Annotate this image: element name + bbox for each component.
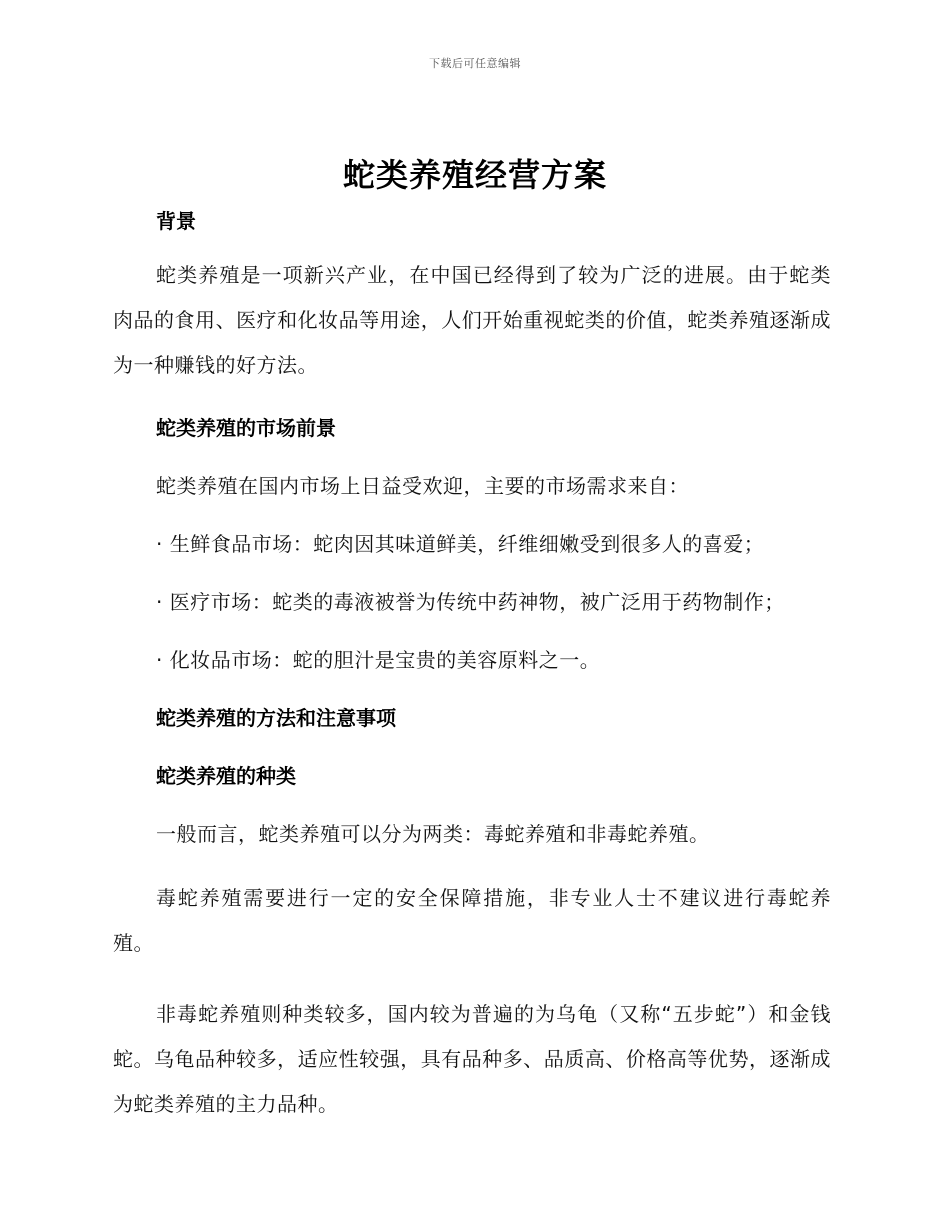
document-body [113, 205, 831, 1127]
types-paragraph-venomous: 毒蛇养殖需要进行一定的安全保障措施，非专业人士不建议进行毒蛇养殖。 [113, 886, 831, 955]
background-paragraph: 蛇类养殖是一项新兴产业，在中国已经得到了较为广泛的进展。由于蛇类肉品的食用、医疗和化妆品等用途，人们开始重视蛇类的价值，蛇类养殖逐渐成为一种赚钱的好方法。 [113, 263, 831, 377]
section-heading-methods: 蛇类养殖的方法和注意事项 [156, 706, 396, 730]
market-bullet-cosmetics: · 化妆品市场：蛇的胆汁是宝贵的美容原料之一。 [156, 648, 601, 672]
section-heading-market: 蛇类养殖的市场前景 [156, 416, 336, 440]
types-paragraph-nonvenomous: 非毒蛇养殖则种类较多，国内较为普遍的为乌龟（又称“五步蛇”）和金钱蛇。乌龟品种较多，适应性较强，具有品种多、品质高、价格高等优势，逐渐成为蛇类养殖的主力品种。 [113, 1002, 831, 1116]
market-bullet-medical: · 医疗市场：蛇类的毒液被誉为传统中药神物，被广泛用于药物制作； [156, 590, 785, 614]
market-bullet-fresh-food: · 生鲜食品市场：蛇肉因其味道鲜美，纤维细嫩受到很多人的喜爱； [156, 532, 765, 556]
document-title: 蛇类养殖经营方案 [342, 156, 607, 194]
section-heading-types: 蛇类养殖的种类 [156, 764, 296, 788]
market-intro: 蛇类养殖在国内市场上日益受欢迎，主要的市场需求来自： [156, 474, 689, 498]
types-paragraph-overview: 一般而言，蛇类养殖可以分为两类：毒蛇养殖和非毒蛇养殖。 [156, 822, 710, 846]
section-heading-background: 背景 [156, 209, 196, 233]
page-header-note: 下载后可任意编辑 [429, 57, 521, 70]
